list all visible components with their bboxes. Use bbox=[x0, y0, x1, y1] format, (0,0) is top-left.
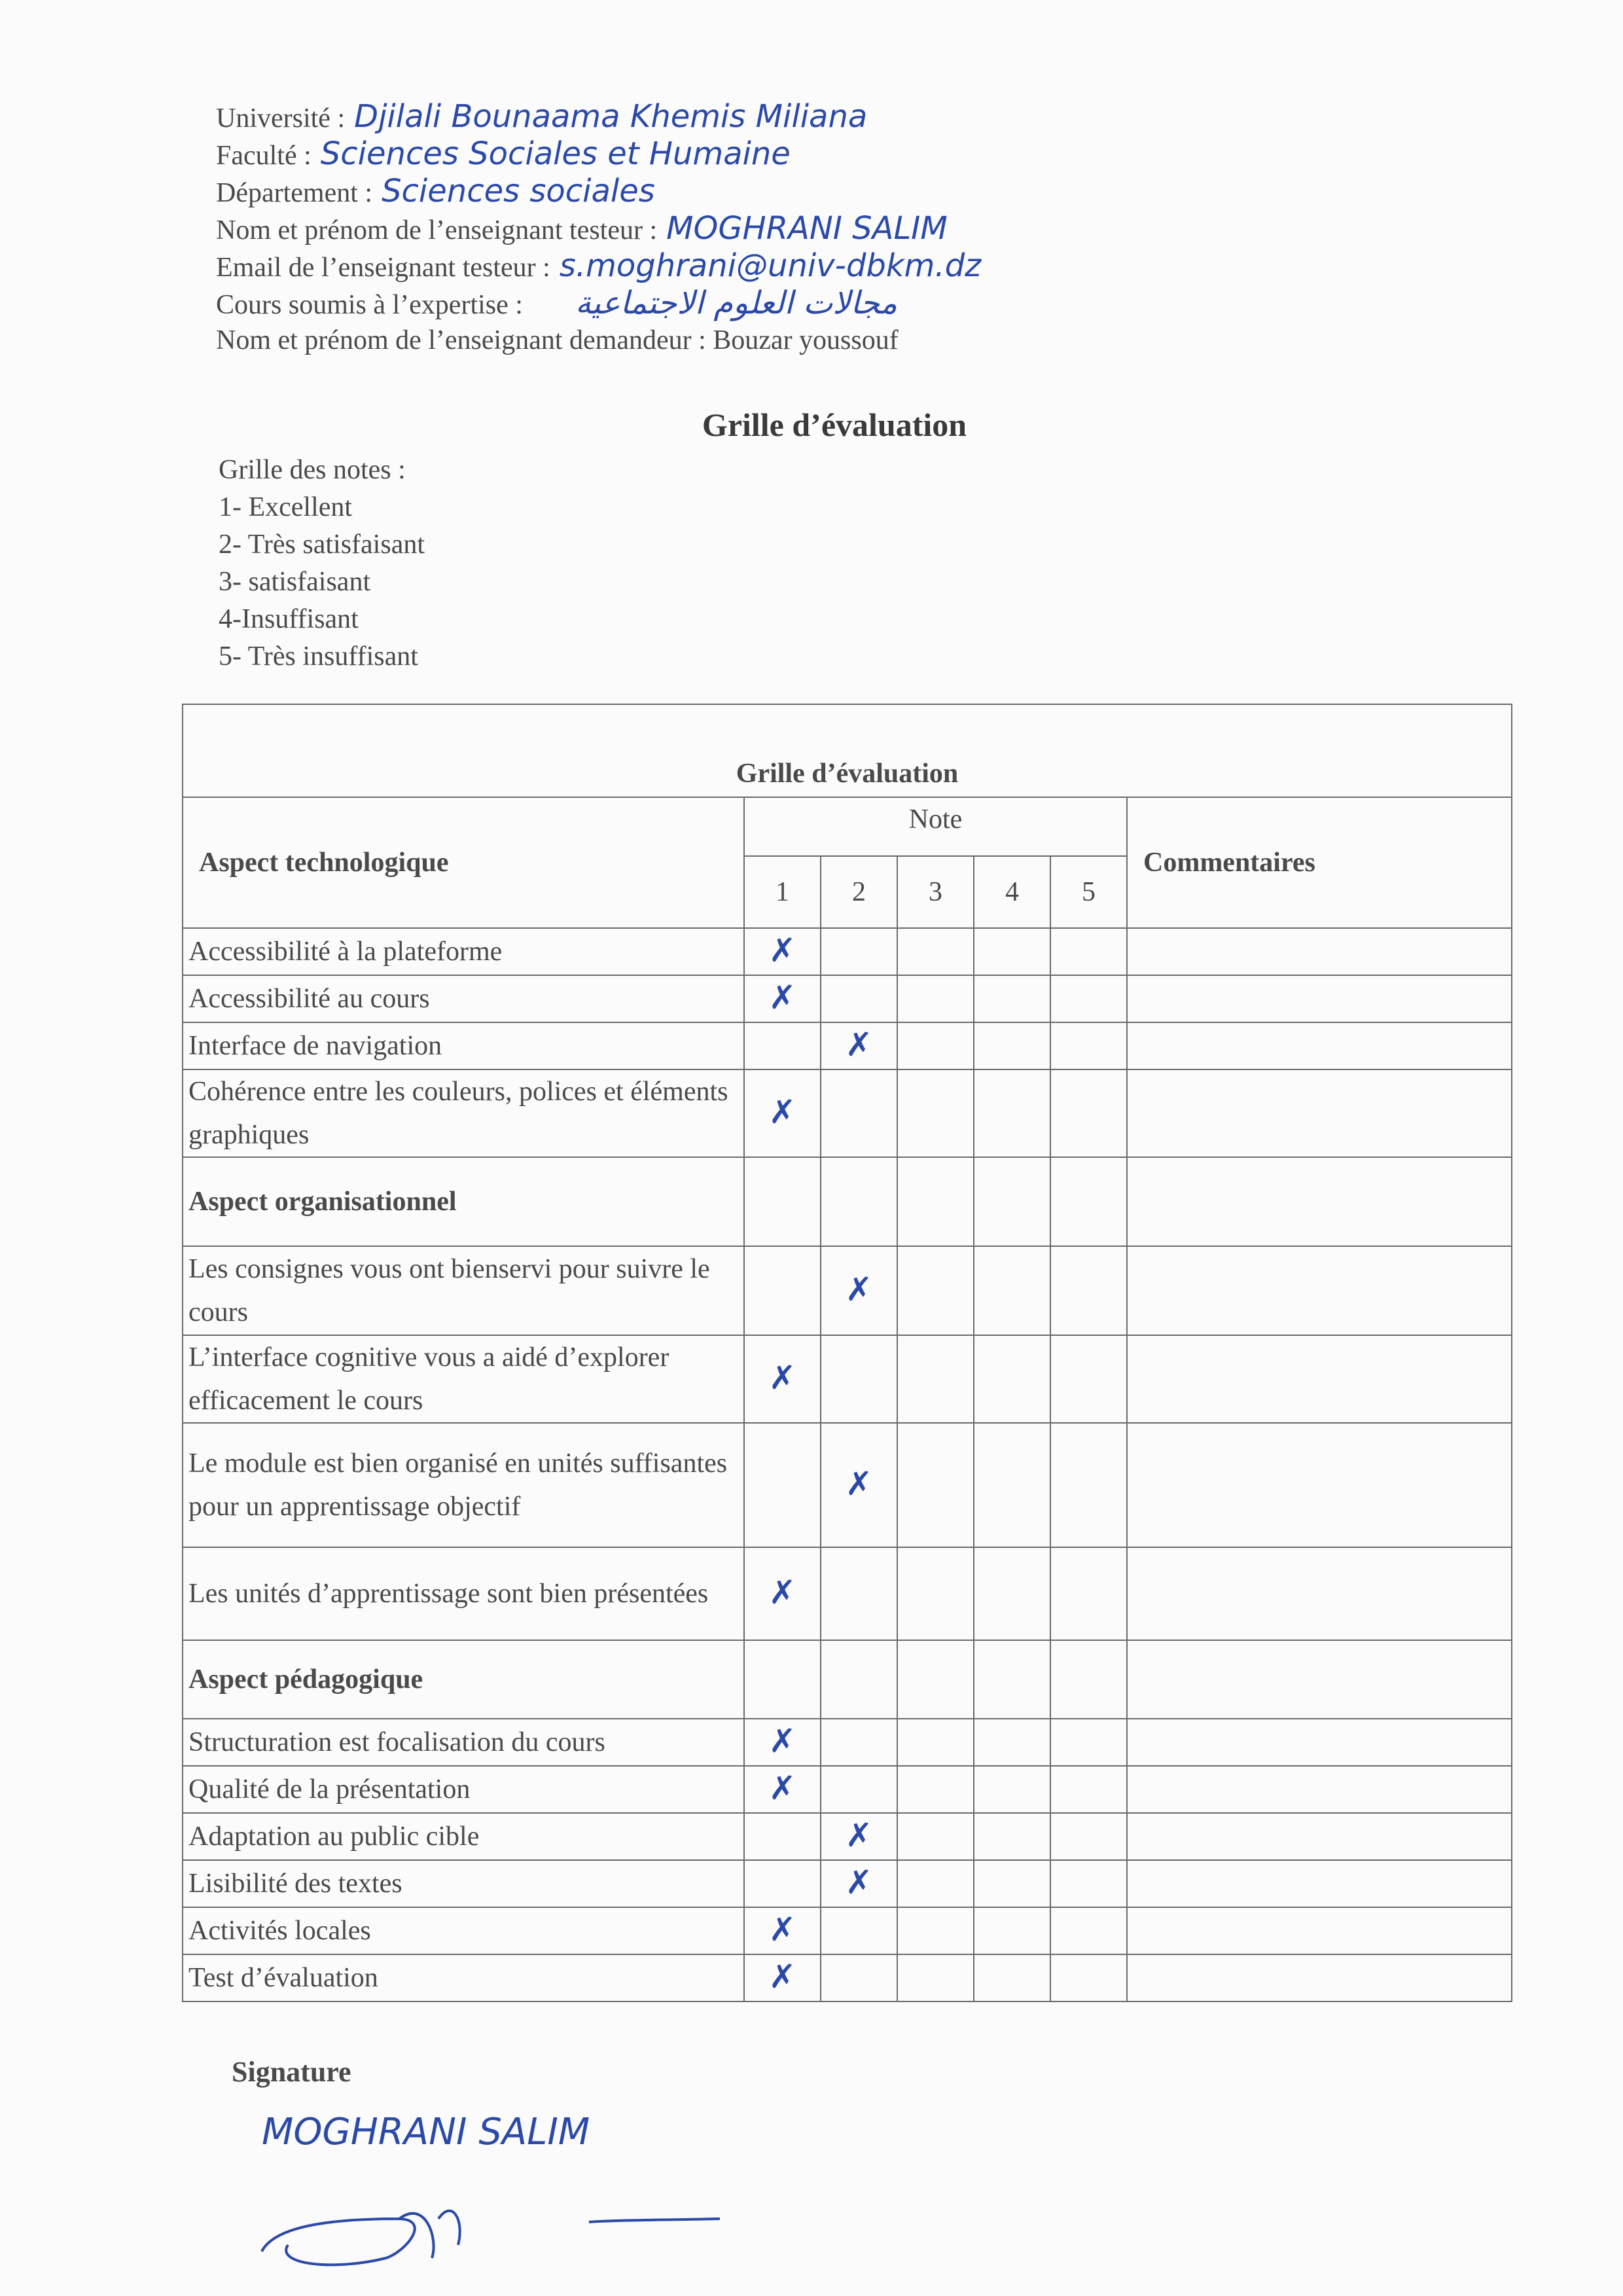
table-row bbox=[183, 1766, 1512, 1813]
note-cell bbox=[974, 1719, 1050, 1766]
check-mark: ✗ bbox=[768, 1958, 796, 1996]
check-mark: ✗ bbox=[845, 1026, 873, 1064]
note-cell bbox=[974, 1246, 1050, 1335]
note-cell bbox=[897, 1860, 974, 1907]
note-cell bbox=[974, 1813, 1050, 1860]
note-cell bbox=[974, 1157, 1050, 1246]
table-row bbox=[183, 1860, 1512, 1907]
comment-cell bbox=[1127, 1907, 1512, 1954]
check-mark: ✗ bbox=[845, 1465, 873, 1503]
note-cell bbox=[1050, 928, 1127, 975]
section-heading: Aspect organisationnel bbox=[183, 1157, 744, 1246]
demandeur-label: Nom et prénom de l’enseignant demandeur : bbox=[216, 325, 706, 355]
table-header-row bbox=[183, 797, 1512, 856]
note-cell bbox=[744, 1719, 821, 1766]
check-mark: ✗ bbox=[768, 1093, 796, 1131]
note-cell bbox=[1050, 1423, 1127, 1547]
comment-cell bbox=[1127, 1335, 1512, 1423]
testeur-label: Nom et prénom de l’enseignant testeur : bbox=[216, 215, 658, 245]
note-number: 3 bbox=[897, 856, 974, 928]
note-cell bbox=[897, 1907, 974, 1954]
note-cell bbox=[744, 1813, 821, 1860]
table-row bbox=[183, 1423, 1512, 1547]
table-row bbox=[183, 975, 1512, 1022]
note-cell bbox=[974, 1860, 1050, 1907]
comment-cell bbox=[1127, 1069, 1512, 1157]
note-cell bbox=[897, 1766, 974, 1813]
testeur-row bbox=[216, 210, 1459, 247]
note-cell bbox=[897, 1335, 974, 1423]
note-cell bbox=[897, 1640, 974, 1719]
note-cell bbox=[897, 975, 974, 1022]
page-title: Grille d’évaluation bbox=[702, 406, 967, 443]
note-number: 5 bbox=[1050, 856, 1127, 928]
criterion-label: Activités locales bbox=[183, 1907, 744, 1954]
universite-value: Djilali Bounaama Khemis Miliana bbox=[354, 98, 868, 135]
criterion-label: L’interface cognitive vous a aidé d’explorer efficacement le cours bbox=[183, 1335, 744, 1423]
note-cell bbox=[1050, 1246, 1127, 1335]
note-number: 4 bbox=[974, 856, 1050, 928]
email-row bbox=[216, 247, 1459, 285]
note-cell bbox=[1050, 1547, 1127, 1640]
note-cell bbox=[1050, 1157, 1127, 1246]
grading-scale bbox=[219, 452, 425, 675]
signer-name: MOGHRANI SALIM bbox=[262, 2111, 590, 2153]
scale-item: 1- Excellent bbox=[219, 492, 353, 522]
testeur-value: MOGHRANI SALIM bbox=[666, 210, 948, 247]
note-cell bbox=[1050, 1907, 1127, 1954]
table-title-row bbox=[183, 704, 1512, 797]
note-cell bbox=[744, 975, 821, 1022]
note-cell bbox=[974, 1069, 1050, 1157]
note-cell bbox=[821, 1640, 897, 1719]
scale-item: 2- Très satisfaisant bbox=[219, 529, 425, 560]
criterion-label: Les unités d’apprentissage sont bien présentées bbox=[183, 1547, 744, 1640]
note-number: 1 bbox=[744, 856, 821, 928]
cours-label: Cours soumis à l’expertise : bbox=[216, 290, 523, 320]
note-cell bbox=[744, 1022, 821, 1069]
note-cell bbox=[821, 1860, 897, 1907]
note-cell bbox=[897, 1423, 974, 1547]
criterion-label: Structuration est focalisation du cours bbox=[183, 1719, 744, 1766]
comment-cell bbox=[1127, 1719, 1512, 1766]
check-mark: ✗ bbox=[768, 978, 796, 1016]
comment-cell bbox=[1127, 1246, 1512, 1335]
check-mark: ✗ bbox=[768, 1769, 796, 1807]
note-cell bbox=[744, 928, 821, 975]
note-cell bbox=[897, 1069, 974, 1157]
comment-cell bbox=[1127, 1813, 1512, 1860]
note-cell bbox=[821, 1813, 897, 1860]
table-row bbox=[183, 1069, 1512, 1157]
criterion-label: Les consignes vous ont bienservi pour suivre le cours bbox=[183, 1246, 744, 1335]
note-number: 2 bbox=[821, 856, 897, 928]
note-cell bbox=[897, 1813, 974, 1860]
table-row bbox=[183, 1246, 1512, 1335]
scale-item: 3- satisfaisant bbox=[219, 567, 371, 597]
note-cell bbox=[744, 1246, 821, 1335]
table-row bbox=[183, 1907, 1512, 1954]
note-cell bbox=[897, 928, 974, 975]
note-cell bbox=[1050, 1766, 1127, 1813]
cours-row bbox=[216, 285, 1459, 322]
signature-label: Signature bbox=[232, 2056, 351, 2088]
departement-label: Département : bbox=[216, 178, 373, 208]
note-cell bbox=[897, 1022, 974, 1069]
criterion-label: Interface de navigation bbox=[183, 1022, 744, 1069]
section-row bbox=[183, 1640, 1512, 1719]
note-cell bbox=[821, 975, 897, 1022]
note-cell bbox=[744, 1766, 821, 1813]
comment-cell bbox=[1127, 1860, 1512, 1907]
section-row bbox=[183, 1157, 1512, 1246]
comment-cell bbox=[1127, 1022, 1512, 1069]
email-label: Email de l’enseignant testeur : bbox=[216, 253, 550, 283]
note-cell bbox=[821, 1907, 897, 1954]
faculte-row bbox=[216, 135, 1459, 173]
faculte-label: Faculté : bbox=[216, 141, 312, 171]
section-heading-technologique: Aspect technologique bbox=[183, 797, 744, 928]
criterion-label: Lisibilité des textes bbox=[183, 1860, 744, 1907]
note-cell bbox=[974, 1335, 1050, 1423]
note-cell bbox=[744, 1423, 821, 1547]
note-cell bbox=[974, 975, 1050, 1022]
comment-cell bbox=[1127, 1640, 1512, 1719]
note-cell bbox=[744, 1335, 821, 1423]
note-cell bbox=[897, 1719, 974, 1766]
note-cell bbox=[1050, 1954, 1127, 2001]
table-row bbox=[183, 1954, 1512, 2001]
note-cell bbox=[897, 1954, 974, 2001]
email-value: s.moghrani@univ-dbkm.dz bbox=[559, 247, 982, 284]
cours-value: مجالات العلوم الاجتماعية bbox=[575, 285, 897, 321]
note-cell bbox=[821, 1719, 897, 1766]
note-cell bbox=[821, 1022, 897, 1069]
check-mark: ✗ bbox=[845, 1863, 873, 1901]
note-cell bbox=[821, 1766, 897, 1813]
note-cell bbox=[744, 1157, 821, 1246]
check-mark: ✗ bbox=[845, 1270, 873, 1308]
universite-row bbox=[216, 98, 1459, 135]
scale-item: 4-Insuffisant bbox=[219, 604, 359, 634]
departement-value: Sciences sociales bbox=[382, 173, 655, 209]
check-mark: ✗ bbox=[768, 1573, 796, 1611]
note-cell bbox=[821, 1157, 897, 1246]
note-cell bbox=[744, 1640, 821, 1719]
note-cell bbox=[1050, 1640, 1127, 1719]
note-cell bbox=[744, 1069, 821, 1157]
check-mark: ✗ bbox=[768, 1359, 796, 1397]
table-title: Grille d’évaluation bbox=[183, 704, 1512, 797]
comment-cell bbox=[1127, 1766, 1512, 1813]
criterion-label: Accessibilité à la plateforme bbox=[183, 928, 744, 975]
comments-header: Commentaires bbox=[1127, 797, 1512, 928]
note-cell bbox=[821, 1547, 897, 1640]
table-row bbox=[183, 1022, 1512, 1069]
note-cell bbox=[744, 1907, 821, 1954]
comment-cell bbox=[1127, 1547, 1512, 1640]
note-cell bbox=[744, 1954, 821, 2001]
note-cell bbox=[1050, 1719, 1127, 1766]
note-cell bbox=[1050, 1860, 1127, 1907]
note-cell bbox=[974, 1547, 1050, 1640]
note-cell bbox=[974, 1022, 1050, 1069]
universite-label: Université : bbox=[216, 103, 346, 134]
note-cell bbox=[974, 1954, 1050, 2001]
criterion-label: Test d’évaluation bbox=[183, 1954, 744, 2001]
note-cell bbox=[744, 1860, 821, 1907]
document-header bbox=[216, 98, 1459, 359]
comment-cell bbox=[1127, 1157, 1512, 1246]
criterion-label: Adaptation au public cible bbox=[183, 1813, 744, 1860]
comment-cell bbox=[1127, 1423, 1512, 1547]
note-cell bbox=[1050, 1335, 1127, 1423]
note-cell bbox=[897, 1547, 974, 1640]
departement-row bbox=[216, 173, 1459, 210]
table-row bbox=[183, 1719, 1512, 1766]
scale-heading: Grille des notes : bbox=[219, 455, 406, 485]
table-row bbox=[183, 1335, 1512, 1423]
note-cell bbox=[1050, 1022, 1127, 1069]
table-row bbox=[183, 1547, 1512, 1640]
note-cell bbox=[821, 1069, 897, 1157]
evaluation-table bbox=[182, 704, 1512, 2002]
signature-drawing bbox=[236, 2173, 733, 2278]
note-cell bbox=[974, 1423, 1050, 1547]
note-cell bbox=[821, 1423, 897, 1547]
table-body bbox=[183, 704, 1512, 2001]
note-cell bbox=[974, 1640, 1050, 1719]
demandeur-value: Bouzar youssouf bbox=[713, 325, 899, 355]
check-mark: ✗ bbox=[768, 931, 796, 969]
note-cell bbox=[974, 1766, 1050, 1813]
comment-cell bbox=[1127, 1954, 1512, 2001]
note-cell bbox=[897, 1157, 974, 1246]
note-cell bbox=[821, 1954, 897, 2001]
criterion-label: Qualité de la présentation bbox=[183, 1766, 744, 1813]
note-cell bbox=[821, 928, 897, 975]
note-cell bbox=[744, 1547, 821, 1640]
criterion-label: Accessibilité au cours bbox=[183, 975, 744, 1022]
table-row bbox=[183, 928, 1512, 975]
note-header: Note bbox=[744, 797, 1127, 856]
note-cell bbox=[821, 1335, 897, 1423]
note-cell bbox=[1050, 1813, 1127, 1860]
check-mark: ✗ bbox=[768, 1910, 796, 1948]
section-heading: Aspect pédagogique bbox=[183, 1640, 744, 1719]
note-cell bbox=[1050, 1069, 1127, 1157]
faculte-value: Sciences Sociales et Humaine bbox=[320, 135, 791, 172]
note-cell bbox=[821, 1246, 897, 1335]
comment-cell bbox=[1127, 975, 1512, 1022]
criterion-label: Cohérence entre les couleurs, polices et éléments graphiques bbox=[183, 1069, 744, 1157]
demandeur-row bbox=[216, 322, 1459, 359]
note-cell bbox=[897, 1246, 974, 1335]
check-mark: ✗ bbox=[768, 1722, 796, 1760]
comment-cell bbox=[1127, 928, 1512, 975]
criterion-label: Le module est bien organisé en unités suffisantes pour un apprentissage objectif bbox=[183, 1423, 744, 1547]
note-cell bbox=[974, 928, 1050, 975]
check-mark: ✗ bbox=[845, 1816, 873, 1854]
scale-item: 5- Très insuffisant bbox=[219, 641, 418, 672]
table-row bbox=[183, 1813, 1512, 1860]
note-cell bbox=[1050, 975, 1127, 1022]
note-cell bbox=[974, 1907, 1050, 1954]
